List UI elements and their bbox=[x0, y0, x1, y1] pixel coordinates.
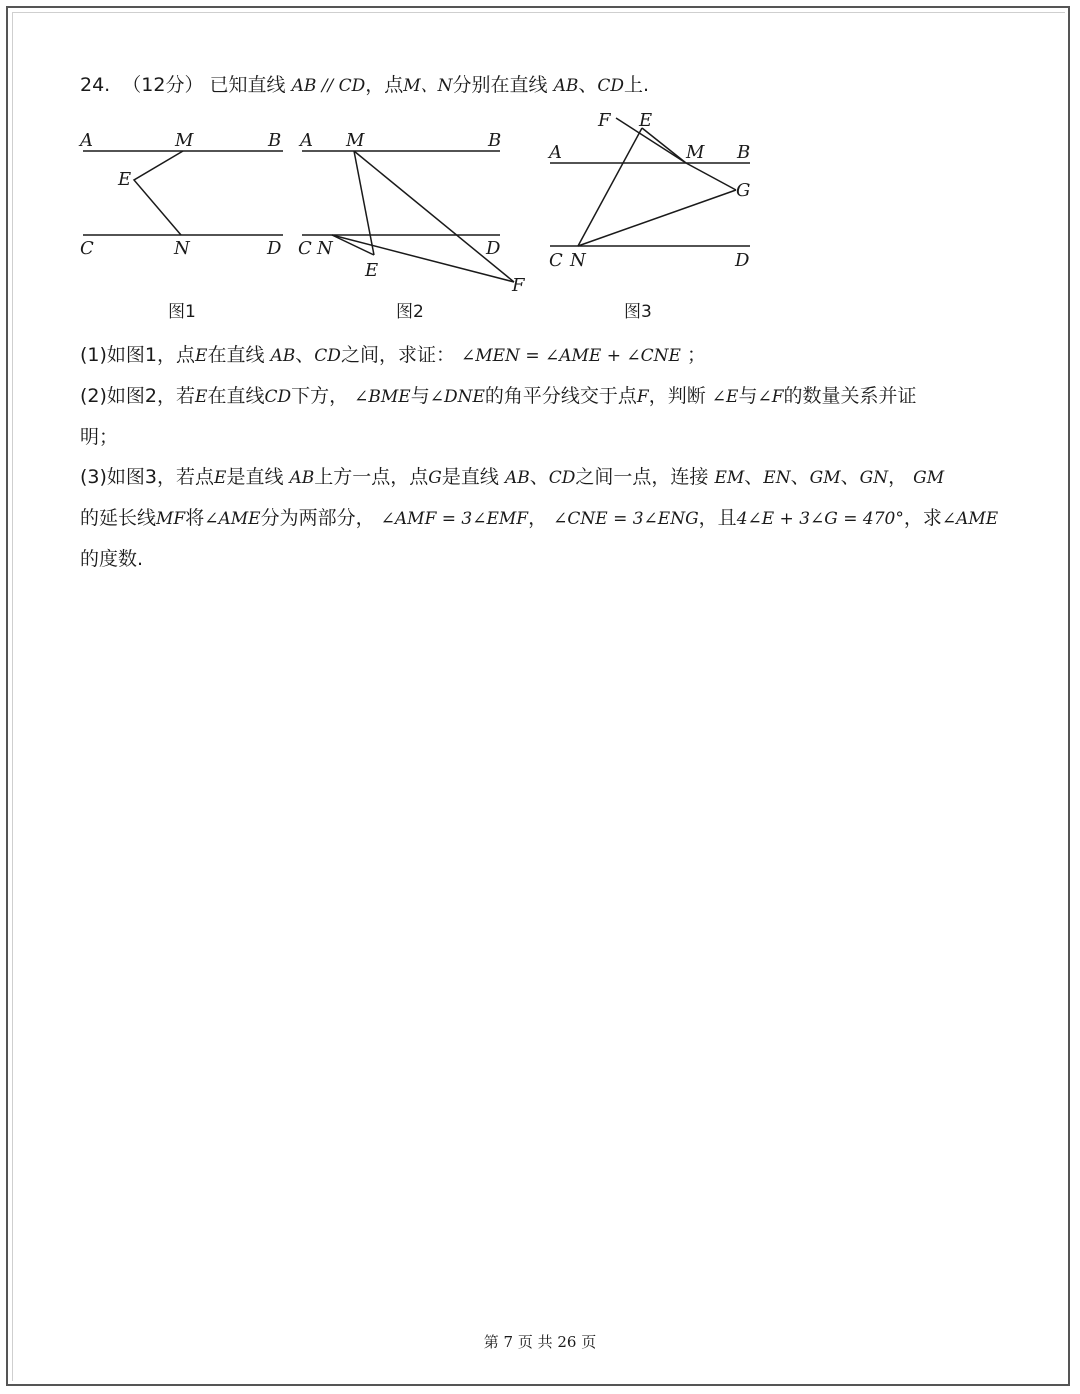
fig1-path-men bbox=[134, 151, 183, 235]
fig3-label-g: G bbox=[736, 180, 751, 201]
fig3-label-b: B bbox=[737, 142, 751, 163]
fig1-label-a: A bbox=[80, 130, 93, 151]
figure-2 bbox=[298, 130, 526, 322]
fig2-caption: 图2 bbox=[396, 302, 424, 322]
fig2-label-n: N bbox=[317, 238, 333, 259]
fig2-seg-me bbox=[354, 151, 374, 255]
part-1: (1)如图1，点E在直线 AB、CD之间，求证： ∠MEN = ∠AME + ∠CNE ； bbox=[80, 344, 706, 366]
fig2-label-d: D bbox=[486, 238, 501, 259]
question-number: 24. bbox=[80, 74, 111, 96]
fig1-label-c: C bbox=[80, 238, 94, 259]
part-3-line-2: 的延长线MF将∠AME分为两部分， ∠AMF = 3∠EMF， ∠CNE = 3∠ENG，且4∠E + 3∠G = 470°，求∠AME bbox=[80, 507, 999, 529]
fig3-label-d: D bbox=[735, 250, 750, 271]
fig3-seg-mg bbox=[686, 163, 736, 190]
part-2-continued: 明； bbox=[80, 426, 119, 448]
part-3-line-3: 的度数. bbox=[80, 548, 144, 570]
fig3-seg-gn bbox=[578, 190, 736, 246]
fig2-label-f: F bbox=[512, 275, 525, 296]
fig1-label-e: E bbox=[118, 169, 132, 190]
fig1-caption: 图1 bbox=[168, 302, 196, 322]
fig3-seg-en bbox=[578, 128, 642, 246]
figures bbox=[78, 106, 758, 328]
figure-1 bbox=[78, 130, 283, 322]
fig3-caption: 图3 bbox=[624, 302, 652, 322]
fig3-seg-em bbox=[642, 128, 686, 163]
fig2-label-c: C bbox=[298, 238, 312, 259]
part1-formula: ∠MEN = ∠AME + ∠CNE bbox=[461, 346, 681, 366]
fig3-label-m: M bbox=[686, 142, 705, 163]
part-3: (3)如图3，若点E是直线 AB上方一点，点G是直线 AB、CD之间一点，连接 EM、EN、GM、GN， GM bbox=[80, 466, 945, 488]
fig1-label-b: B bbox=[268, 130, 282, 151]
figure-3 bbox=[547, 110, 750, 322]
question-stem: 24. （12分） 已知直线 AB // CD，点M、N分别在直线 AB、CD上. bbox=[80, 74, 650, 96]
fig2-seg-ne bbox=[332, 235, 374, 255]
fig3-label-a: A bbox=[549, 142, 562, 163]
fig3-label-e: E bbox=[639, 110, 653, 131]
fig1-label-m: M bbox=[175, 130, 194, 151]
fig2-label-e: E bbox=[365, 260, 379, 281]
fig2-label-b: B bbox=[488, 130, 502, 151]
fig3-label-f: F bbox=[598, 110, 611, 131]
fig1-label-d: D bbox=[267, 238, 282, 259]
fig3-label-c: C bbox=[549, 250, 563, 271]
part-2: (2)如图2，若E在直线CD下方， ∠BME与∠DNE的角平分线交于点F，判断 ∠E与∠F的数量关系并证 bbox=[80, 385, 917, 407]
fig2-label-a: A bbox=[300, 130, 313, 151]
fig1-label-n: N bbox=[174, 238, 190, 259]
fig2-label-m: M bbox=[346, 130, 365, 151]
fig3-label-n: N bbox=[570, 250, 586, 271]
question-points: （12分） bbox=[122, 74, 204, 96]
page-footer: 第 7 页 共 26 页 bbox=[483, 1333, 597, 1351]
